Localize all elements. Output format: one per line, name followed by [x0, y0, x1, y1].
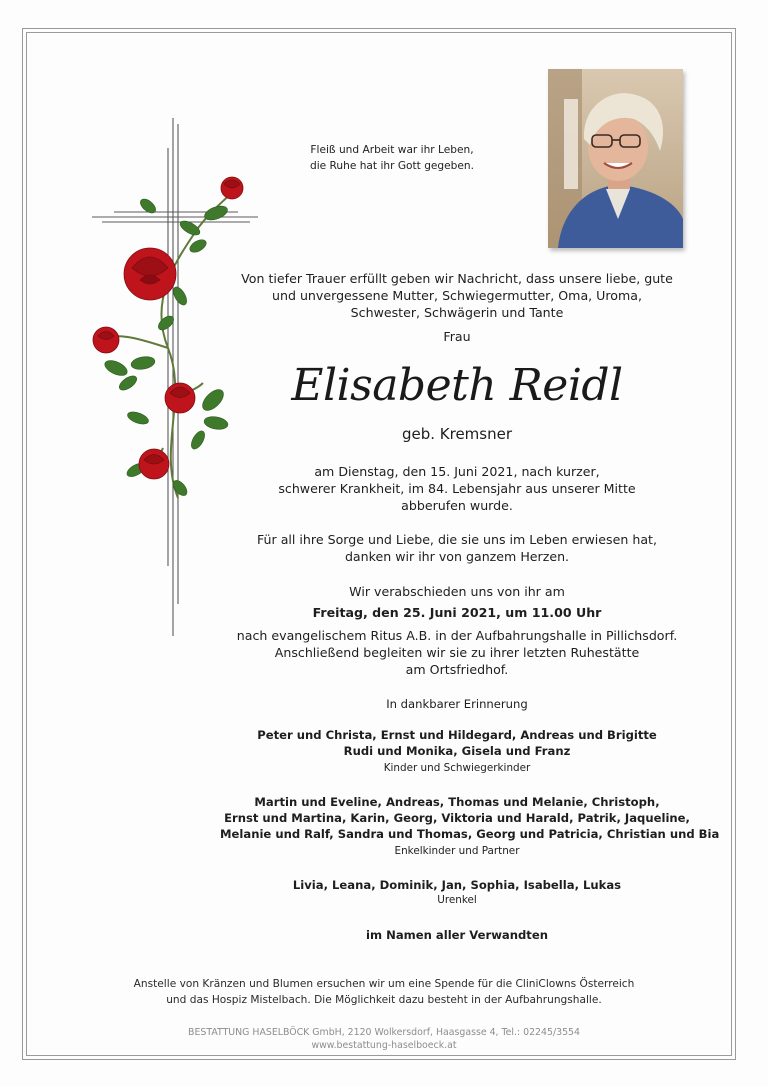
donation-note-line: Anstelle von Kränzen und Blumen ersuchen wir um eine Spende für die CliniClowns Österreich	[133, 978, 635, 990]
mourner-names-line: Melanie und Ralf, Sandra und Thomas, Georg und Patricia, Christian und Bia	[220, 827, 720, 841]
thanks-line: danken wir ihr von ganzem Herzen.	[344, 549, 570, 564]
mourner-names-line: Livia, Leana, Dominik, Jan, Sophia, Isabella, Lukas	[292, 878, 622, 892]
on-behalf: im Namen aller Verwandten	[366, 928, 548, 942]
farewell-details	[220, 627, 694, 678]
announcement-line: Von tiefer Trauer erfüllt geben wir Nachricht, dass unsere liebe, gute	[241, 271, 673, 286]
portrait-photo	[548, 69, 683, 248]
death-notice	[220, 463, 694, 514]
rose-large	[124, 248, 176, 300]
farewell-date: Freitag, den 25. Juni 2021, um 11.00 Uhr	[312, 605, 602, 620]
mourner-names-line: Martin und Eveline, Andreas, Thomas und Melanie, Christoph,	[254, 795, 660, 809]
donation-note	[110, 976, 658, 1008]
mourner-names-line: Peter und Christa, Ernst und Hildegard, Andreas und Brigitte	[257, 728, 657, 742]
announcement	[220, 270, 694, 321]
mourner-relation: Kinder und Schwiegerkinder	[383, 762, 531, 774]
thanks	[220, 531, 694, 565]
farewell-details-line: Anschließend begleiten wir sie zu ihrer letzten Ruhestätte	[274, 645, 640, 660]
funeral-home-address: BESTATTUNG HASELBÖCK GmbH, 2120 Wolkersdorf, Haasgasse 4, Tel.: 02245/3554	[188, 1027, 580, 1038]
farewell-details-line: nach evangelischem Ritus A.B. in der Aufbahrungshalle in Pillichsdorf.	[236, 628, 678, 643]
rose-top	[221, 177, 243, 199]
motto	[292, 142, 492, 174]
funeral-home-footer	[110, 1026, 658, 1052]
farewell-intro: Wir verabschieden uns von ihr am	[349, 584, 565, 599]
death-notice-line: schwerer Krankheit, im 84. Lebensjahr aus unserer Mitte	[278, 481, 636, 496]
birth-name: geb. Kremsner	[401, 425, 513, 443]
mourner-names-line: Rudi und Monika, Gisela und Franz	[343, 744, 571, 758]
salutation: Frau	[443, 329, 471, 344]
rose-middle	[165, 383, 195, 413]
mourner-relation: Urenkel	[437, 894, 477, 906]
mourner-names-line: Ernst und Martina, Karin, Georg, Viktoria und Harald, Patrik, Jaqueline,	[224, 811, 690, 825]
death-notice-line: am Dienstag, den 15. Juni 2021, nach kurzer,	[314, 464, 600, 479]
mourners-grandchildren	[220, 794, 720, 842]
remembrance: In dankbarer Erinnerung	[386, 697, 528, 711]
mourners-great-grandchildren	[220, 877, 694, 893]
announcement-line: und unvergessene Mutter, Schwiegermutter, Oma, Uroma,	[271, 288, 642, 303]
mourner-relation: Enkelkinder und Partner	[394, 845, 520, 857]
deceased-name: Elisabeth Reidl	[291, 360, 623, 411]
rose-bottom	[139, 449, 169, 479]
motto-line: die Ruhe hat ihr Gott gegeben.	[309, 160, 475, 172]
rose-left	[93, 327, 119, 353]
death-notice-line: abberufen wurde.	[401, 498, 513, 513]
announcement-line: Schwester, Schwägerin und Tante	[350, 305, 564, 320]
funeral-home-website: www.bestattung-haselboeck.at	[311, 1040, 457, 1051]
mourners-children	[220, 727, 694, 759]
motto-line: Fleiß und Arbeit war ihr Leben,	[310, 144, 474, 156]
thanks-line: Für all ihre Sorge und Liebe, die sie uns im Leben erwiesen hat,	[257, 532, 657, 547]
farewell-details-line: am Ortsfriedhof.	[405, 662, 509, 677]
donation-note-line: und das Hospiz Mistelbach. Die Möglichkeit dazu besteht in der Aufbahrungshalle.	[166, 994, 602, 1006]
